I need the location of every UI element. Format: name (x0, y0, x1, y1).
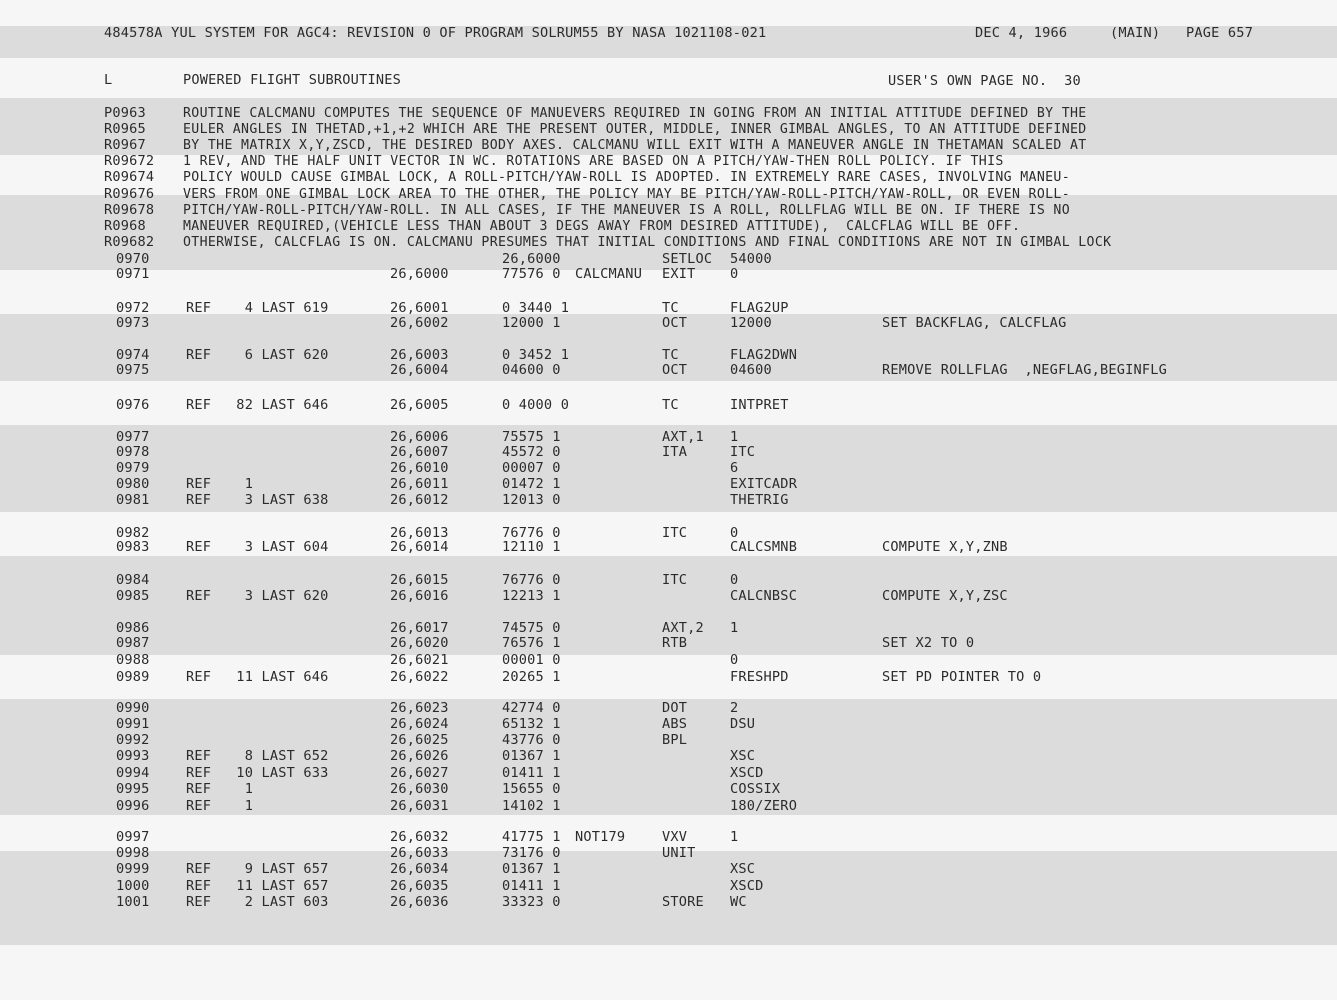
remark-field: SET X2 TO 0 (882, 635, 975, 651)
line-number: 0989 (116, 669, 150, 685)
operand-field: EXITCADR (730, 476, 798, 492)
operand-field: DSU (730, 716, 756, 732)
ref-field: REF 9 LAST 657 (186, 861, 329, 877)
operand-field: COSSIX (730, 781, 781, 797)
comment-text: ROUTINE CALCMANU COMPUTES THE SEQUENCE OF MANUEVERS REQUIRED IN GOING FROM AN INITIAL ATTITUDE DEFINED BY THE (183, 106, 1087, 121)
operand-field: 0 (730, 572, 739, 588)
comment-line-number: P0963 (104, 105, 146, 121)
address-field: 26,6013 (390, 525, 449, 541)
address-field: 26,6034 (390, 861, 449, 877)
line-number: 0990 (116, 700, 150, 716)
address-field: 26,6020 (390, 635, 449, 651)
address-field: 26,6025 (390, 732, 449, 748)
ref-field: REF 6 LAST 620 (186, 347, 329, 363)
log-section-marker: L (104, 72, 113, 88)
listing-main-tag: (MAIN) (1110, 25, 1161, 41)
octal-code: 01411 1 (502, 878, 561, 894)
address-field: 26,6031 (390, 798, 449, 814)
operand-field: 180/ZERO (730, 798, 798, 814)
operand-field: XSC (730, 748, 756, 764)
comment-text: 1 REV, AND THE HALF UNIT VECTOR IN WC. ROTATIONS ARE BASED ON A PITCH/YAW-THEN ROLL POLICY. IF THIS (183, 154, 1004, 170)
opcode-field: TC (662, 347, 679, 363)
octal-code: 12000 1 (502, 315, 561, 331)
octal-code: 00007 0 (502, 460, 561, 476)
address-field: 26,6030 (390, 781, 449, 797)
address-field: 26,6006 (390, 429, 449, 445)
octal-code: 76576 1 (502, 635, 561, 651)
address-field: 26,6016 (390, 588, 449, 604)
comment-line-number: R09676 (104, 185, 155, 202)
octal-code: 74575 0 (502, 620, 561, 636)
listing-page-number: PAGE 657 (1186, 25, 1254, 41)
operand-field: 04600 (730, 362, 772, 378)
ref-field: REF 1 (186, 798, 254, 814)
line-number: 0986 (116, 620, 150, 636)
opcode-field: EXIT (662, 266, 696, 282)
comment-line-number: R09672 (104, 153, 155, 170)
line-number: 0974 (116, 347, 150, 363)
octal-code: 04600 0 (502, 362, 561, 378)
operand-field: FLAG2DWN (730, 347, 798, 363)
operand-field: CALCNBSC (730, 588, 798, 604)
octal-code: 15655 0 (502, 781, 561, 797)
opcode-field: TC (662, 397, 679, 413)
comment-text: MANEUVER REQUIRED,(VEHICLE LESS THAN ABOUT 3 DEGS AWAY FROM DESIRED ATTITUDE), CALCFLAG WILL BE OFF. (183, 218, 1021, 234)
comment-line-number: R0967 (104, 137, 146, 154)
ref-field: REF 11 LAST 657 (186, 878, 329, 894)
comment-line-number: R09678 (104, 201, 155, 218)
operand-field: XSCD (730, 765, 764, 781)
octal-code: 14102 1 (502, 798, 561, 814)
octal-code: 26,6000 (502, 251, 561, 267)
listing-date: DEC 4, 1966 (975, 25, 1068, 41)
address-field: 26,6033 (390, 845, 449, 861)
line-number: 0992 (116, 732, 150, 748)
ref-field: REF 3 LAST 620 (186, 588, 329, 604)
operand-field: 2 (730, 700, 739, 716)
comment-text: OTHERWISE, CALCFLAG IS ON. CALCMANU PRESUMES THAT INITIAL CONDITIONS AND FINAL CONDITIONS ARE NOT IN GIMBAL LOCK (183, 234, 1112, 250)
line-number: 0987 (116, 635, 150, 651)
ref-field: REF 3 LAST 604 (186, 539, 329, 555)
operand-field: 0 (730, 652, 739, 668)
octal-code: 77576 0 (502, 266, 561, 282)
opcode-field: ITA (662, 444, 688, 460)
ref-field: REF 11 LAST 646 (186, 669, 329, 685)
address-field: 26,6005 (390, 397, 449, 413)
operand-field: 0 (730, 266, 739, 282)
address-field: 26,6036 (390, 894, 449, 910)
line-number: 1001 (116, 894, 150, 910)
line-number: 0979 (116, 460, 150, 476)
opcode-field: ABS (662, 716, 688, 732)
remark-field: SET BACKFLAG, CALCFLAG (882, 315, 1067, 331)
address-field: 26,6027 (390, 765, 449, 781)
ref-field: REF 8 LAST 652 (186, 748, 329, 764)
line-number: 0985 (116, 588, 150, 604)
line-number: 0994 (116, 765, 150, 781)
remark-field: COMPUTE X,Y,ZSC (882, 588, 1008, 604)
address-field: 26,6032 (390, 829, 449, 845)
octal-code: 73176 0 (502, 845, 561, 861)
comment-line-number: R09682 (104, 233, 155, 250)
address-field: 26,6024 (390, 716, 449, 732)
octal-code: 00001 0 (502, 652, 561, 668)
octal-code: 42774 0 (502, 700, 561, 716)
address-field: 26,6001 (390, 300, 449, 316)
address-field: 26,6026 (390, 748, 449, 764)
line-number: 0997 (116, 829, 150, 845)
comment-text: EULER ANGLES IN THETAD,+1,+2 WHICH ARE THE PRESENT OUTER, MIDDLE, INNER GIMBAL ANGLES, TO AN ATTITUDE DEFINED (183, 122, 1087, 138)
octal-code: 45572 0 (502, 444, 561, 460)
opcode-field: AXT,1 (662, 429, 704, 445)
user-page-number: USER'S OWN PAGE NO. 30 (888, 73, 1081, 89)
line-number: 0970 (116, 251, 150, 267)
listing-header: 484578A YUL SYSTEM FOR AGC4: REVISION 0 OF PROGRAM SOLRUM55 BY NASA 1021108-021 (104, 25, 767, 41)
address-field: 26,6012 (390, 492, 449, 508)
line-number: 0993 (116, 748, 150, 764)
opcode-field: RTB (662, 635, 688, 651)
address-field: 26,6021 (390, 652, 449, 668)
opcode-field: ITC (662, 525, 688, 541)
octal-code: 0 3452 1 (502, 347, 570, 363)
octal-code: 12213 1 (502, 588, 561, 604)
line-number: 0978 (116, 444, 150, 460)
line-number: 0988 (116, 652, 150, 668)
operand-field: 54000 (730, 251, 772, 267)
octal-code: 0 3440 1 (502, 300, 570, 316)
line-number: 0975 (116, 362, 150, 378)
comment-text: BY THE MATRIX X,Y,ZSCD, THE DESIRED BODY AXES. CALCMANU WILL EXIT WITH A MANEUVER ANGLE IN THETAMAN SCALED AT (183, 138, 1087, 154)
operand-field: 1 (730, 620, 739, 636)
operand-field: XSC (730, 861, 756, 877)
address-field: 26,6000 (390, 266, 449, 282)
opcode-field: DOT (662, 700, 688, 716)
line-number: 0984 (116, 572, 150, 588)
log-section-title: POWERED FLIGHT SUBROUTINES (183, 72, 401, 88)
line-number: 0999 (116, 861, 150, 877)
opcode-field: ITC (662, 572, 688, 588)
opcode-field: UNIT (662, 845, 696, 861)
address-field: 26,6002 (390, 315, 449, 331)
comment-line-number: R09674 (104, 169, 155, 186)
line-number: 0971 (116, 266, 150, 282)
remark-field: REMOVE ROLLFLAG ,NEGFLAG,BEGINFLG (882, 362, 1168, 378)
address-field: 26,6003 (390, 347, 449, 363)
operand-field: 6 (730, 460, 739, 476)
octal-code: 01367 1 (502, 748, 561, 764)
address-field: 26,6015 (390, 572, 449, 588)
opcode-field: BPL (662, 732, 688, 748)
comment-line-number: R0965 (104, 121, 146, 138)
octal-code: 76776 0 (502, 572, 561, 588)
operand-field: FLAG2UP (730, 300, 789, 316)
paper-band (0, 945, 1337, 1000)
ref-field: REF 3 LAST 638 (186, 492, 329, 508)
operand-field: CALCSMNB (730, 539, 798, 555)
line-number: 0982 (116, 525, 150, 541)
line-number: 0981 (116, 492, 150, 508)
operand-field: ITC (730, 444, 756, 460)
line-number: 0991 (116, 716, 150, 732)
line-number: 1000 (116, 878, 150, 894)
remark-field: COMPUTE X,Y,ZNB (882, 539, 1008, 555)
ref-field: REF 1 (186, 781, 254, 797)
operand-field: FRESHPD (730, 669, 789, 685)
octal-code: 43776 0 (502, 732, 561, 748)
ref-field: REF 2 LAST 603 (186, 894, 329, 910)
comment-text: POLICY WOULD CAUSE GIMBAL LOCK, A ROLL-PITCH/YAW-ROLL IS ADOPTED. IN EXTREMELY RARE CASES, INVOLVING MANEU- (183, 170, 1070, 186)
operand-field: INTPRET (730, 397, 789, 413)
octal-code: 12013 0 (502, 492, 561, 508)
remark-field: SET PD POINTER TO 0 (882, 669, 1042, 685)
label-field: CALCMANU (575, 266, 643, 282)
operand-field: WC (730, 894, 747, 910)
address-field: 26,6010 (390, 460, 449, 476)
line-number: 0977 (116, 429, 150, 445)
line-number: 0976 (116, 397, 150, 413)
octal-code: 01411 1 (502, 765, 561, 781)
octal-code: 75575 1 (502, 429, 561, 445)
line-number: 0995 (116, 781, 150, 797)
line-number: 0972 (116, 300, 150, 316)
line-number: 0996 (116, 798, 150, 814)
operand-field: XSCD (730, 878, 764, 894)
opcode-field: OCT (662, 362, 688, 378)
ref-field: REF 4 LAST 619 (186, 300, 329, 316)
operand-field: THETRIG (730, 492, 789, 508)
opcode-field: OCT (662, 315, 688, 331)
ref-field: REF 10 LAST 633 (186, 765, 329, 781)
operand-field: 12000 (730, 315, 772, 331)
opcode-field: SETLOC (662, 251, 713, 267)
comment-line-number: R0968 (104, 217, 146, 234)
label-field: NOT179 (575, 829, 626, 845)
octal-code: 01367 1 (502, 861, 561, 877)
opcode-field: TC (662, 300, 679, 316)
octal-code: 0 4000 0 (502, 397, 570, 413)
address-field: 26,6017 (390, 620, 449, 636)
opcode-field: AXT,2 (662, 620, 704, 636)
address-field: 26,6007 (390, 444, 449, 460)
octal-code: 76776 0 (502, 525, 561, 541)
octal-code: 65132 1 (502, 716, 561, 732)
comment-text: VERS FROM ONE GIMBAL LOCK AREA TO THE OTHER, THE POLICY MAY BE PITCH/YAW-ROLL-PITCH/YAW-ROLL, OR EVEN ROLL- (183, 186, 1070, 202)
address-field: 26,6014 (390, 539, 449, 555)
octal-code: 12110 1 (502, 539, 561, 555)
octal-code: 20265 1 (502, 669, 561, 685)
operand-field: 0 (730, 525, 739, 541)
opcode-field: STORE (662, 894, 704, 910)
ref-field: REF 82 LAST 646 (186, 397, 329, 413)
comment-text: PITCH/YAW-ROLL-PITCH/YAW-ROLL. IN ALL CASES, IF THE MANEUVER IS A ROLL, ROLLFLAG WILL BE ON. IF THERE IS NO (183, 202, 1070, 218)
paper-band (0, 0, 1337, 26)
ref-field: REF 1 (186, 476, 254, 492)
octal-code: 41775 1 (502, 829, 561, 845)
octal-code: 01472 1 (502, 476, 561, 492)
line-number: 0983 (116, 539, 150, 555)
operand-field: 1 (730, 829, 739, 845)
address-field: 26,6023 (390, 700, 449, 716)
line-number: 0980 (116, 476, 150, 492)
line-number: 0998 (116, 845, 150, 861)
octal-code: 33323 0 (502, 894, 561, 910)
address-field: 26,6035 (390, 878, 449, 894)
address-field: 26,6004 (390, 362, 449, 378)
address-field: 26,6011 (390, 476, 449, 492)
address-field: 26,6022 (390, 669, 449, 685)
operand-field: 1 (730, 429, 739, 445)
line-number: 0973 (116, 315, 150, 331)
opcode-field: VXV (662, 829, 688, 845)
